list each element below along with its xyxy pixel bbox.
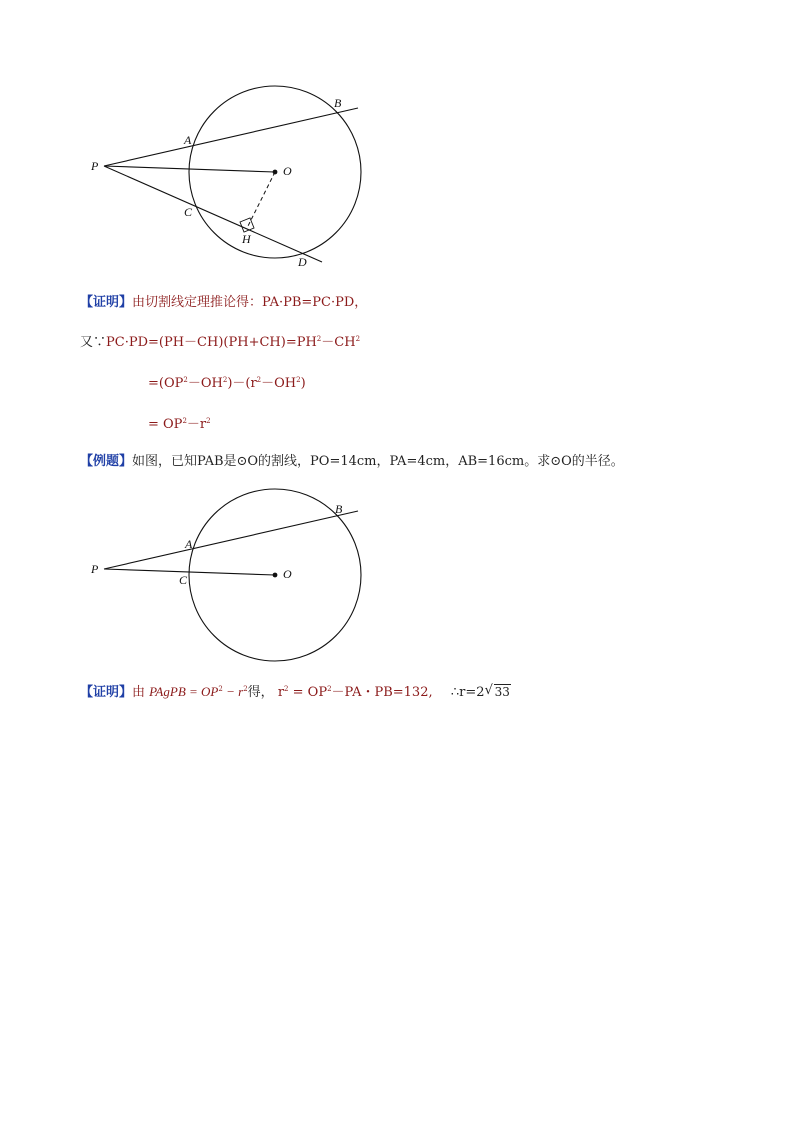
text: －OH [261,376,297,391]
proof1-line3 [148,376,306,392]
text: －r [186,417,207,432]
formula-text: − r [222,684,244,699]
therefore-text: ∴r=2 [450,685,485,700]
label-a: A [185,537,193,551]
example-tag: 【例题】 [80,454,133,469]
because-prefix: 又∵ [80,335,107,350]
secant-line-pab [104,108,358,166]
proof2-line [80,684,511,701]
de-text: 得， [247,685,274,700]
text: =(OP [148,376,184,391]
secant-line-pcd [104,166,322,262]
proof-tag: 【证明】 [80,295,133,310]
proof-tag: 【证明】 [80,685,133,700]
label-b: B [335,502,343,516]
text: －PA・PB=132, [331,685,433,700]
text: = OP [288,685,328,700]
text: = OP [148,417,183,432]
proof2-by: 由 [132,685,146,700]
text: ) [300,376,306,391]
secant-tangent-figure [0,0,794,280]
text: －OH [187,376,223,391]
sup: 2 [206,417,211,425]
center-point-o [273,573,278,578]
proof1-line4 [148,417,211,433]
label-p: P [91,562,99,576]
sqrt-expression [485,684,511,701]
label-c: C [184,205,193,219]
sup: 2 [316,335,322,343]
sup: 2 [183,376,188,384]
sup: 2 [327,685,332,693]
center-point-o [273,170,278,175]
sup: 2 [296,376,301,384]
secant-line-pab [104,511,358,569]
label-p: P [91,159,99,173]
proof1-line1 [80,295,367,311]
label-h: H [242,232,251,246]
right-angle-mark [240,218,254,232]
label-o: O [283,567,292,581]
sqrt-icon: √ [484,683,493,698]
label-c: C [179,573,188,587]
text: r [277,685,285,700]
sup: 2 [218,685,223,693]
proof1-line2-text: PC·PD=(PH－CH)(PH+CH)=PH [106,335,317,350]
sqrt-value: 33 [494,685,510,699]
sup: 2 [243,685,248,693]
proof1-line1-text: 由切割线定理推论得：PA·PB=PC·PD， [132,295,368,310]
example-line [80,454,624,470]
sup: 2 [256,376,262,384]
sup: 2 [355,335,361,343]
label-b: B [334,96,342,110]
proof1-line2-mid: －CH [321,335,356,350]
sup: 2 [222,376,228,384]
example-text: 如图，已知PAB是⊙O的割线，PO=14cm，PA=4cm，AB=16cm。求⊙O的半径。 [132,454,624,469]
text: )－(r [227,376,257,391]
label-a: A [184,133,192,147]
label-o: O [283,164,292,178]
segment-oh-dashed [248,172,275,226]
label-d: D [298,255,307,269]
formula-text: PAgPB = OP [149,684,219,699]
sup: 2 [284,685,289,693]
secant-figure [0,480,794,670]
sup: 2 [182,417,187,425]
proof1-line2 [80,335,360,351]
